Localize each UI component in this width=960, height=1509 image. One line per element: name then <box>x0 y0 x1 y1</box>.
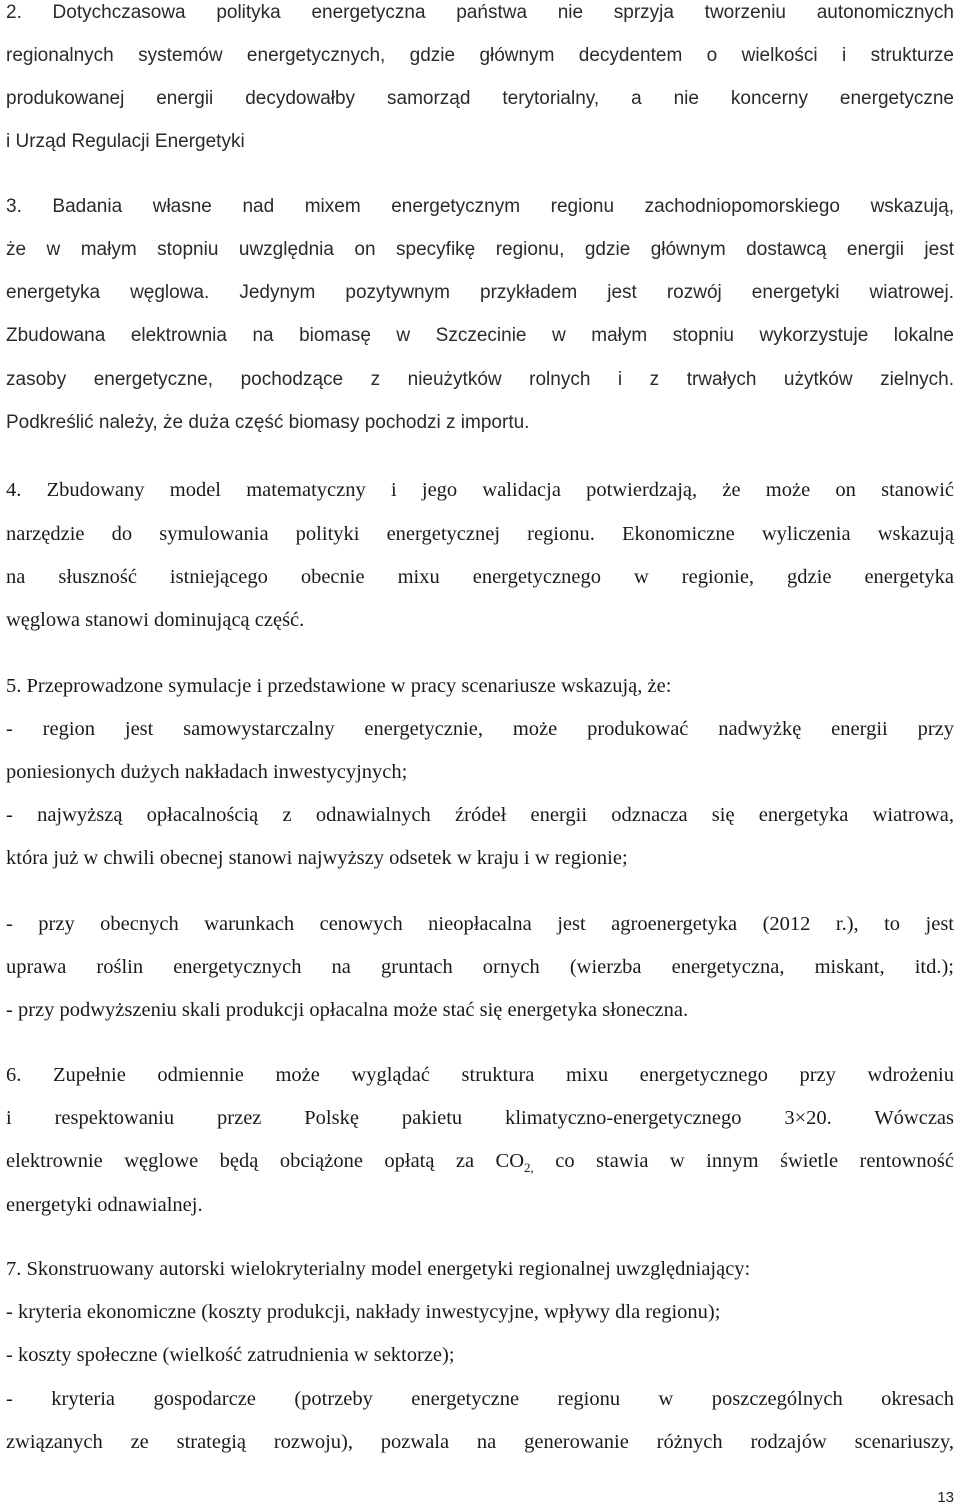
para5-line-3: poniesionych dużych nakładach inwestycyjnych; <box>6 761 408 783</box>
para7-line-4: - kryteria gospodarcze (potrzeby energetyczne regionu w poszczególnych okresach <box>6 1388 954 1410</box>
para4-line-2: narzędzie do symulowania polityki energetycznej regionu. Ekonomiczne wyliczenia wskazują <box>6 523 954 545</box>
para5-line-6: - przy obecnych warunkach cenowych nieopłacalna jest agroenergetyka (2012 r.), to jest <box>6 913 954 935</box>
para3-line-4: Zbudowana elektrownia na biomasę w Szczecinie w małym stopniu wykorzystuje lokalne <box>6 325 954 346</box>
para5-line-5: która już w chwili obecnej stanowi najwyższy odsetek w kraju i w regionie; <box>6 847 628 869</box>
para5-line-8: - przy podwyższeniu skali produkcji opłacalna może stać się energetyka słoneczna. <box>6 999 689 1021</box>
para6-line-3-end: co stawia w innym świetle rentowność <box>533 1150 954 1172</box>
para6-line-1: 6. Zupełnie odmiennie może wyglądać struktura mixu energetycznego przy wdrożeniu <box>6 1064 954 1086</box>
para6-line-3-start: elektrownie węglowe będą obciążone opłatą za CO <box>6 1150 525 1172</box>
para7-line-1: 7. Skonstruowany autorski wielokryterialny model energetyki regionalnej uwzględniający: <box>6 1258 751 1280</box>
para3-line-3: energetyka węglowa. Jedynym pozytywnym przykładem jest rozwój energetyki wiatrowej. <box>6 282 954 303</box>
para2-line-3: produkowanej energii decydowałby samorząd terytorialny, a nie koncerny energetyczne <box>6 88 954 109</box>
para7-line-5: związanych ze strategią rozwoju), pozwala na generowanie różnych rodzajów scenariuszy, <box>6 1431 954 1453</box>
para2-line-1: 2. Dotychczasowa polityka energetyczna państwa nie sprzyja tworzeniu autonomicznych <box>6 2 954 23</box>
para3-line-1: 3. Badania własne nad mixem energetycznym regionu zachodniopomorskiego wskazują, <box>6 196 954 217</box>
para5-line-4: - najwyższą opłacalnością z odnawialnych źródeł energii odznacza się energetyka wiatrowa, <box>6 804 954 826</box>
para5-line-1: 5. Przeprowadzone symulacje i przedstawione w pracy scenariusze wskazują, że: <box>6 675 672 697</box>
para6-line-3 <box>6 1148 954 1174</box>
co2-subscript: 2, <box>524 1160 534 1176</box>
para5-line-7: uprawa roślin energetycznych na gruntach ornych (wierzba energetyczna, miskant, itd.); <box>6 956 954 978</box>
para7-line-2: - kryteria ekonomiczne (koszty produkcji, nakłady inwestycyjne, wpływy dla regionu); <box>6 1301 721 1323</box>
para5-line-2: - region jest samowystarczalny energetycznie, może produkować nadwyżkę energii przy <box>6 718 954 740</box>
page-number: 13 <box>937 1489 954 1506</box>
para4-line-4: węglowa stanowi dominującą część. <box>6 609 305 631</box>
para7-line-3: - koszty społeczne (wielkość zatrudnienia w sektorze); <box>6 1344 455 1366</box>
para6-line-2: i respektowaniu przez Polskę pakietu klimatyczno-energetycznego 3×20. Wówczas <box>6 1107 954 1129</box>
para2-line-2: regionalnych systemów energetycznych, gdzie głównym decydentem o wielkości i strukturze <box>6 45 954 66</box>
para2-line-4: i Urząd Regulacji Energetyki <box>6 131 245 152</box>
para4-line-3: na słuszność istniejącego obecnie mixu energetycznego w regionie, gdzie energetyka <box>6 566 954 588</box>
para3-line-5: zasoby energetyczne, pochodzące z nieużytków rolnych i z trwałych użytków zielnych. <box>6 369 954 390</box>
para3-line-6: Podkreślić należy, że duża część biomasy pochodzi z importu. <box>6 412 530 433</box>
para4-line-1: 4. Zbudowany model matematyczny i jego walidacja potwierdzają, że może on stanowić <box>6 479 954 501</box>
para6-line-4: energetyki odnawialnej. <box>6 1194 203 1216</box>
para3-line-2: że w małym stopniu uwzględnia on specyfikę regionu, gdzie głównym dostawcą energii jest <box>6 239 954 260</box>
